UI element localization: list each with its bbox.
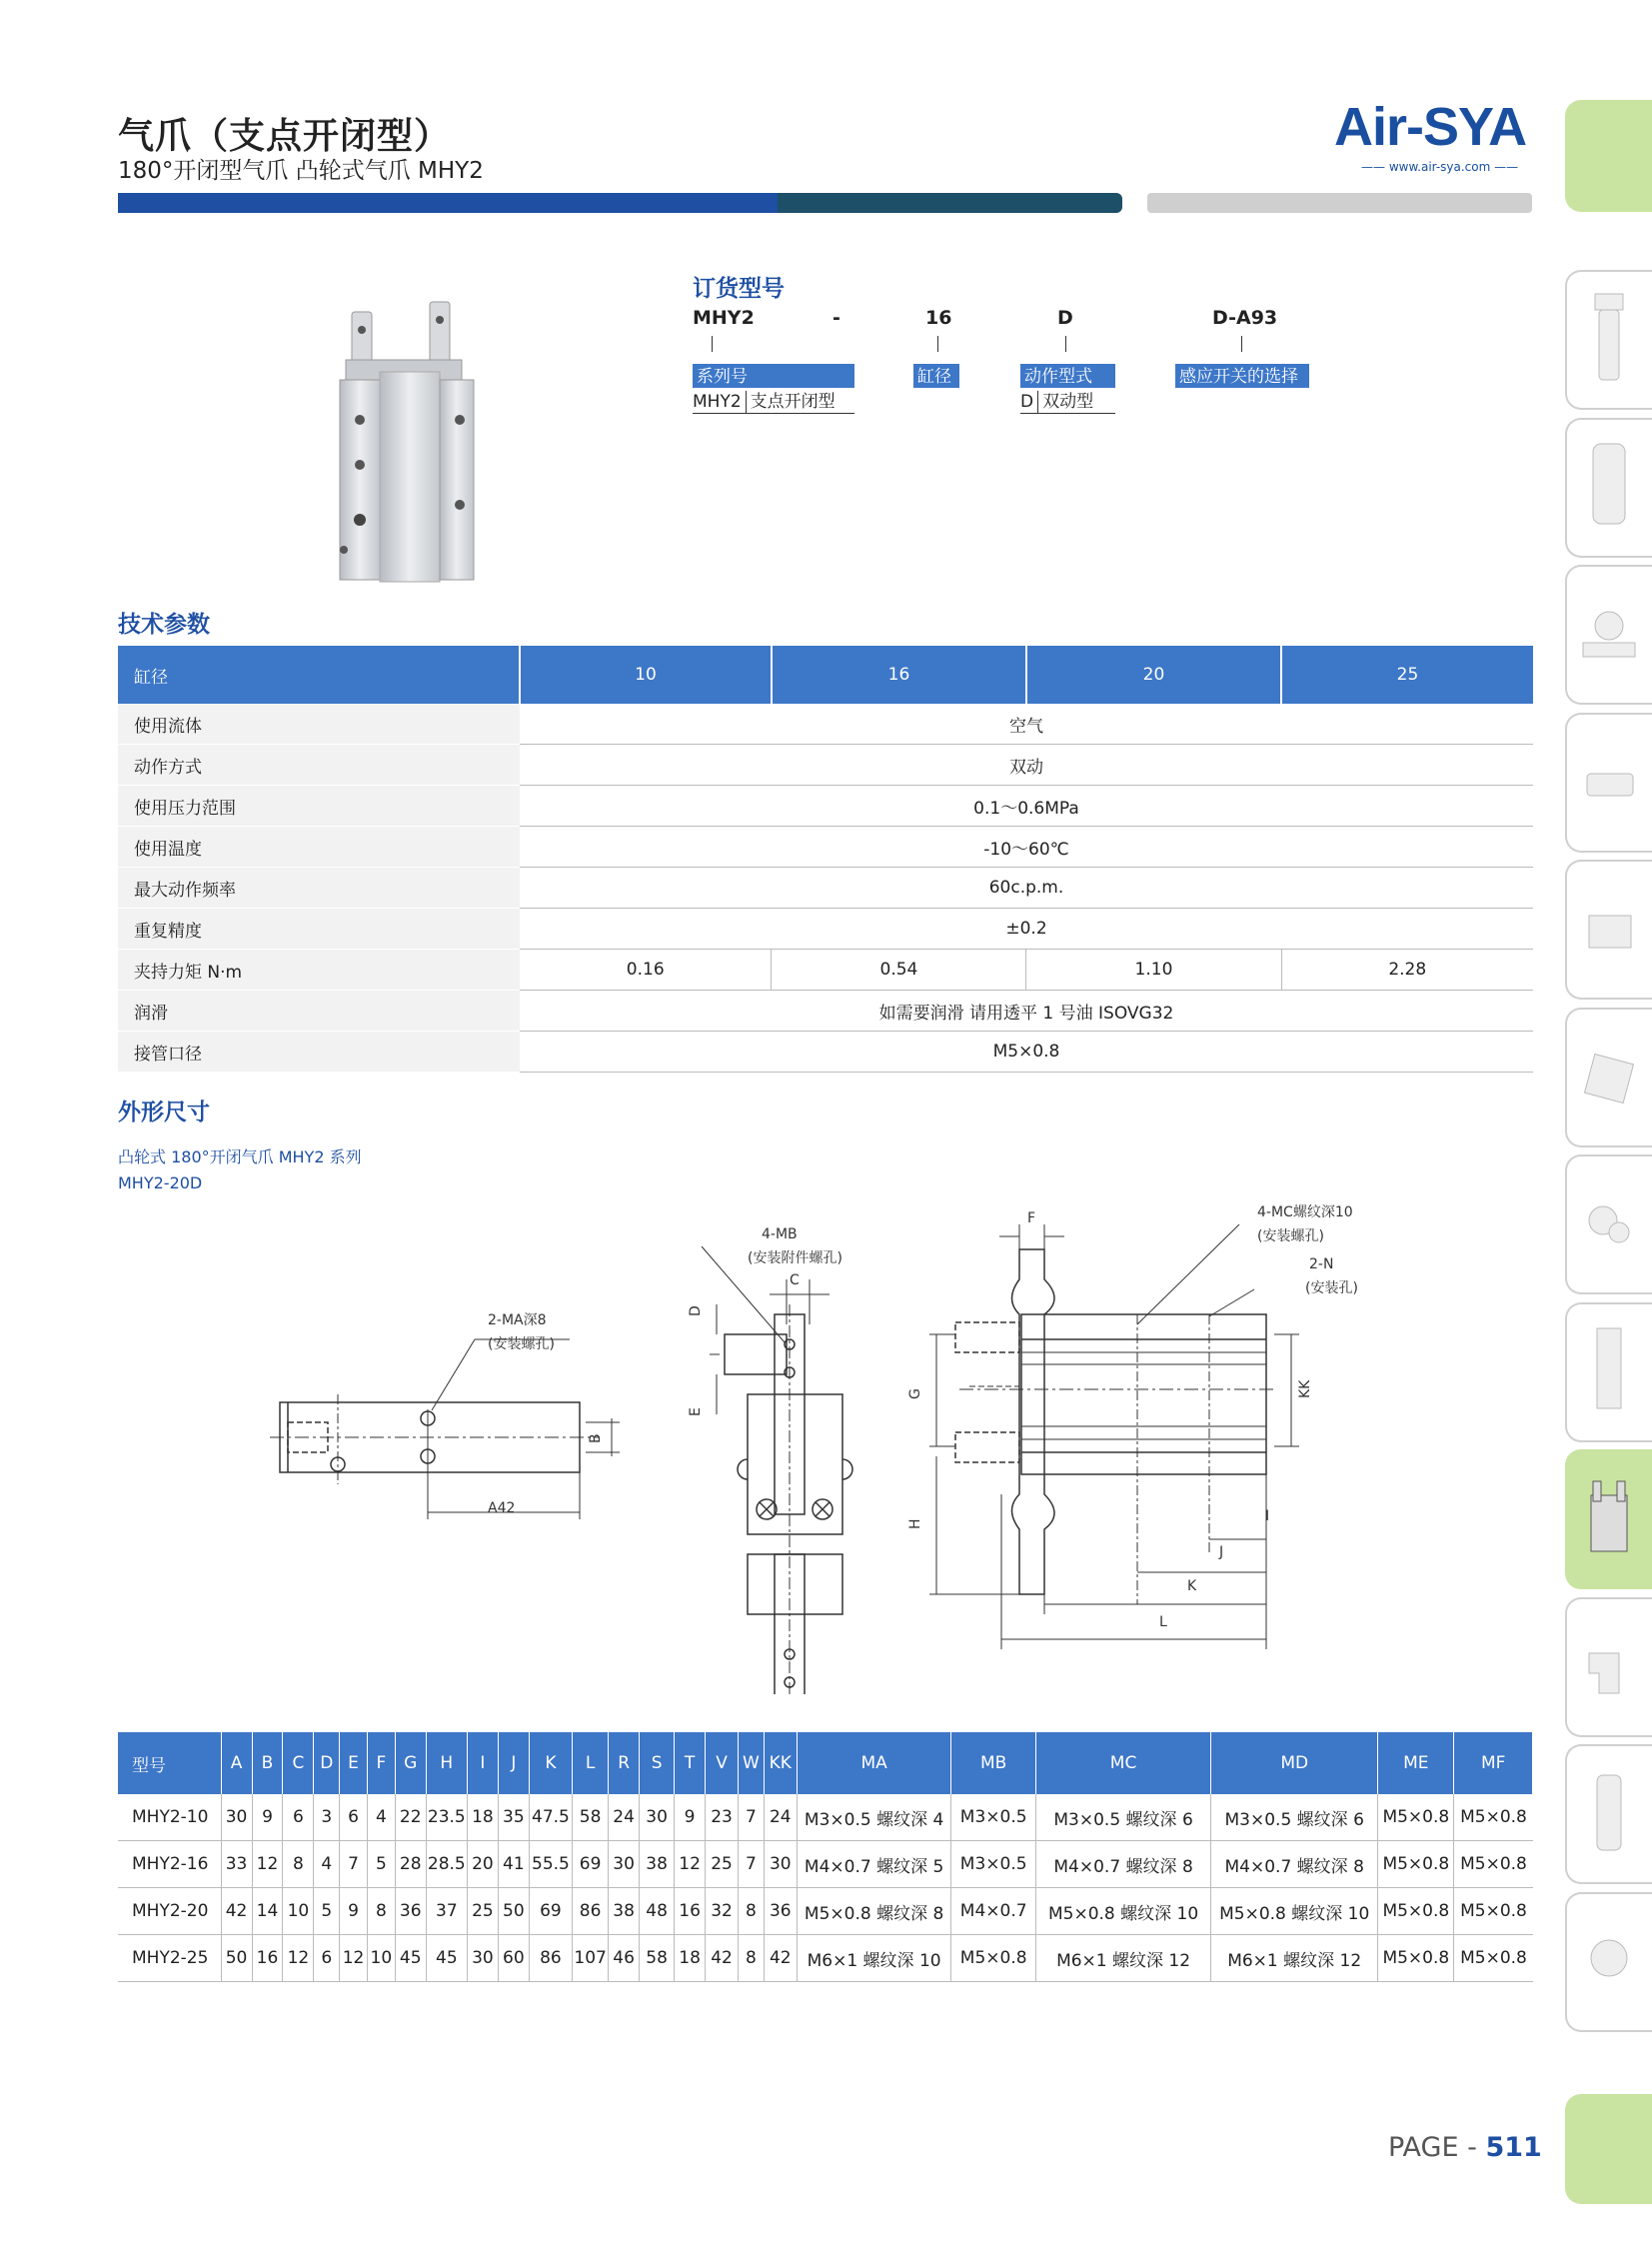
spec-label: 接管口径 — [118, 1032, 520, 1073]
dimension-cell: 41 — [498, 1841, 529, 1888]
side-tab-accessory[interactable] — [1565, 1892, 1652, 2032]
dimension-cell: 86 — [529, 1935, 572, 1982]
dimension-cell: 12 — [340, 1935, 368, 1982]
dimension-cell: 8 — [283, 1841, 314, 1888]
drawing-label-mc: 4-MC螺纹深10 — [1257, 1204, 1353, 1220]
dimension-cell: M5×0.8 螺纹深 10 — [1035, 1888, 1210, 1935]
side-tab-page[interactable] — [1565, 2094, 1652, 2204]
dimension-cell: 10 — [367, 1935, 395, 1982]
table-row — [118, 991, 1533, 1032]
dimension-cell: 36 — [764, 1888, 797, 1935]
dimension-cell: 8 — [367, 1888, 395, 1935]
solenoid-icon — [1589, 916, 1631, 948]
spec-value: M5×0.8 — [520, 1032, 1533, 1073]
dimension-cell: 16 — [675, 1888, 706, 1935]
side-tab-active[interactable] — [1565, 100, 1652, 212]
dimension-cell: 42 — [706, 1935, 739, 1982]
dimension-cell: M6×1 螺纹深 12 — [1035, 1935, 1210, 1982]
order-code-dash: - — [832, 307, 840, 329]
dimensions-header-cell: MD — [1211, 1732, 1378, 1794]
dimension-cell: 46 — [609, 1935, 640, 1982]
dimension-cell: 12 — [283, 1935, 314, 1982]
dimension-cell: 12 — [675, 1841, 706, 1888]
dimension-cell: 9 — [340, 1888, 368, 1935]
dimension-cell: M4×0.7 螺纹深 5 — [797, 1841, 951, 1888]
drawing-label-n-sub: (安装孔) — [1305, 1280, 1358, 1296]
dimension-cell: M5×0.8 螺纹深 10 — [1211, 1888, 1378, 1935]
order-label-bore: 缸径 — [913, 364, 959, 388]
dimension-cell: 24 — [609, 1794, 640, 1841]
table-row — [118, 745, 1533, 786]
dimensions-header-cell: B — [252, 1732, 283, 1794]
dimension-cell: M4×0.7 螺纹深 8 — [1035, 1841, 1210, 1888]
dimensions-title: 外形尺寸 — [118, 1100, 210, 1125]
drawing-label-ma: 2-MA深8 — [488, 1312, 547, 1328]
drawing-label-a42: A42 — [488, 1500, 516, 1516]
spec-label: 动作方式 — [118, 745, 520, 786]
page-number: PAGE - 511 — [1388, 2132, 1542, 2163]
spec-label: 重复精度 — [118, 909, 520, 950]
dimension-cell: M3×0.5 螺纹深 6 — [1211, 1794, 1378, 1841]
dimension-cell: 50 — [498, 1888, 529, 1935]
dimension-cell: M5×0.8 — [1378, 1841, 1454, 1888]
spec-value: 双动 — [520, 745, 1533, 786]
dimension-cell: 18 — [675, 1935, 706, 1982]
spec-header-cell: 缸径 — [118, 646, 520, 704]
table-row — [118, 1935, 1533, 1982]
model-cell: MHY2-10 — [118, 1794, 221, 1841]
dimension-cell: 5 — [314, 1888, 340, 1935]
side-tab-fittings[interactable] — [1565, 1154, 1652, 1294]
side-tab-gauge[interactable] — [1565, 565, 1652, 705]
drawing-label-b: B — [588, 1433, 604, 1443]
order-value-action: D 双动型 — [1020, 390, 1115, 414]
dimension-cell: 30 — [764, 1841, 797, 1888]
valve-icon — [1587, 774, 1633, 796]
order-label-switch: 感应开关的选择 — [1175, 364, 1309, 388]
drawing-label-d: D — [688, 1305, 704, 1316]
dimension-cell: 69 — [573, 1841, 609, 1888]
dimension-cell: 48 — [640, 1888, 675, 1935]
dimension-cell: M5×0.8 — [1454, 1794, 1533, 1841]
table-row — [118, 1794, 1533, 1841]
side-tab-filter-regulator[interactable] — [1565, 270, 1652, 410]
dimension-cell: 10 — [283, 1888, 314, 1935]
dimension-cell: 30 — [221, 1794, 252, 1841]
header-bar-gray — [1147, 193, 1532, 213]
drawing-label-l: L — [1159, 1614, 1167, 1630]
drawing-label-mc-sub: (安装螺孔) — [1257, 1228, 1324, 1244]
dimension-cell: 35 — [498, 1794, 529, 1841]
table-row — [118, 704, 1533, 745]
dimension-cell: 38 — [640, 1841, 675, 1888]
dimension-cell: 69 — [529, 1888, 572, 1935]
accessory-icon — [1591, 1940, 1627, 1976]
dimension-cell: 8 — [739, 1888, 765, 1935]
spec-value: 0.54 — [772, 950, 1026, 991]
dimension-cell: 23 — [706, 1794, 739, 1841]
header-bar-accent — [778, 193, 1122, 213]
dimension-cell: M5×0.8 — [1454, 1935, 1533, 1982]
spec-table — [118, 646, 1533, 1073]
brand-url: —— www.air-sya.com —— — [1361, 160, 1519, 174]
side-tab-filter[interactable] — [1565, 418, 1652, 558]
spec-value: 如需要润滑 请用透平 1 号油 ISOVG32 — [520, 991, 1533, 1032]
gauge-icon — [1595, 612, 1623, 640]
dimension-cell: M5×0.8 — [1378, 1794, 1454, 1841]
dimension-cell: 4 — [314, 1841, 340, 1888]
order-code-bore: 16 — [925, 307, 952, 329]
dimensions-header-cell: V — [706, 1732, 739, 1794]
side-tab-valve[interactable] — [1565, 713, 1652, 853]
filter-bowl-icon — [1593, 444, 1625, 524]
dimension-cell: 37 — [426, 1888, 467, 1935]
dimension-cell: 6 — [340, 1794, 368, 1841]
dimensions-header-cell: R — [609, 1732, 640, 1794]
table-row — [118, 1032, 1533, 1073]
dimensions-header-cell: G — [395, 1732, 426, 1794]
drawing-label-h: H — [907, 1518, 923, 1529]
model-cell: MHY2-25 — [118, 1935, 221, 1982]
dimension-cell: 30 — [609, 1841, 640, 1888]
drawing-label-g: G — [907, 1388, 923, 1399]
dimension-cell: 23.5 — [426, 1794, 467, 1841]
dimensions-header-cell: D — [314, 1732, 340, 1794]
table-row — [118, 827, 1533, 868]
dimension-cell: 47.5 — [529, 1794, 572, 1841]
order-code-switch: D-A93 — [1212, 307, 1278, 329]
spec-label: 最大动作频率 — [118, 868, 520, 909]
spec-label: 润滑 — [118, 991, 520, 1032]
dimensions-model: MHY2-20D — [118, 1173, 203, 1192]
order-label-series: 系列号 — [693, 364, 854, 388]
dimension-cell: 8 — [739, 1935, 765, 1982]
dimension-cell: 36 — [395, 1888, 426, 1935]
side-tab-solenoid[interactable] — [1565, 860, 1652, 1000]
dimension-cell: 32 — [706, 1888, 739, 1935]
dimension-cell: 25 — [467, 1888, 498, 1935]
spec-value: ±0.2 — [520, 909, 1533, 950]
dimension-cell: 12 — [252, 1841, 283, 1888]
technical-drawing — [270, 1194, 1379, 1694]
dimension-cell: 28.5 — [426, 1841, 467, 1888]
dimension-cell: 7 — [739, 1794, 765, 1841]
model-cell: MHY2-20 — [118, 1888, 221, 1935]
dimension-cell: M5×0.8 — [1378, 1888, 1454, 1935]
spec-header-row — [118, 646, 1533, 704]
elbow-icon — [1589, 1653, 1619, 1693]
dimensions-header-cell: C — [283, 1732, 314, 1794]
dimension-cell: M4×0.7 螺纹深 8 — [1211, 1841, 1378, 1888]
side-tab-silencer[interactable] — [1565, 1744, 1652, 1884]
dimensions-header-cell: E — [340, 1732, 368, 1794]
drawing-label-e: E — [688, 1407, 704, 1416]
dimension-cell: 45 — [426, 1935, 467, 1982]
order-label-action: 动作型式 — [1020, 364, 1115, 388]
dimension-cell: 7 — [739, 1841, 765, 1888]
dimension-cell: 7 — [340, 1841, 368, 1888]
dimension-cell: 55.5 — [529, 1841, 572, 1888]
spec-title: 技术参数 — [118, 612, 210, 638]
dimension-cell: 20 — [467, 1841, 498, 1888]
drawing-label-i: I — [1265, 1508, 1270, 1524]
dimension-cell: 28 — [395, 1841, 426, 1888]
drawing-label-c: C — [790, 1272, 800, 1288]
spec-value: -10～60℃ — [520, 827, 1533, 868]
dimension-cell: M5×0.8 — [951, 1935, 1036, 1982]
spec-value: 空气 — [520, 704, 1533, 745]
order-code-series: MHY2 — [693, 307, 755, 329]
page-subtitle: 180°开闭型气爪 凸轮式气爪 MHY2 — [118, 158, 484, 184]
dimension-cell: 107 — [573, 1935, 609, 1982]
dimension-cell: M4×0.7 — [951, 1888, 1036, 1935]
spec-header-cell: 25 — [1281, 646, 1533, 704]
dimension-cell: 14 — [252, 1888, 283, 1935]
dimension-cell: 25 — [706, 1841, 739, 1888]
dimension-cell: M3×0.5 螺纹深 6 — [1035, 1794, 1210, 1841]
spec-header-cell: 10 — [520, 646, 772, 704]
dimensions-table — [118, 1732, 1533, 1982]
dimension-cell: 42 — [221, 1888, 252, 1935]
table-row — [118, 1888, 1533, 1935]
table-row — [118, 909, 1533, 950]
silencer-icon — [1597, 1775, 1621, 1850]
dimension-cell: M5×0.8 螺纹深 8 — [797, 1888, 951, 1935]
dimension-cell: 18 — [467, 1794, 498, 1841]
dimension-cell: 16 — [252, 1935, 283, 1982]
drawing-label-ma-sub: (安装螺孔) — [488, 1336, 555, 1352]
dimensions-header-cell: 型号 — [118, 1732, 221, 1794]
table-row — [118, 786, 1533, 827]
order-value-series: MHY2 支点开闭型 — [693, 390, 854, 414]
dimensions-header-cell: KK — [764, 1732, 797, 1794]
dimensions-header-cell: H — [426, 1732, 467, 1794]
drawing-label-mb: 4-MB — [762, 1226, 798, 1242]
dimensions-header-cell: W — [739, 1732, 765, 1794]
cylinder-icon — [1597, 1328, 1621, 1408]
dimension-cell: M3×0.5 — [951, 1841, 1036, 1888]
spec-value: 2.28 — [1281, 950, 1533, 991]
product-photo — [330, 300, 500, 590]
drawing-label-j: J — [1219, 1544, 1224, 1560]
spec-header-cell: 20 — [1026, 646, 1281, 704]
dimension-cell: 5 — [367, 1841, 395, 1888]
model-cell: MHY2-16 — [118, 1841, 221, 1888]
dimensions-header-cell: J — [498, 1732, 529, 1794]
dimensions-header-cell: MC — [1035, 1732, 1210, 1794]
dimension-cell: M3×0.5 — [951, 1794, 1036, 1841]
dimension-cell: 4 — [367, 1794, 395, 1841]
order-tick — [712, 336, 713, 352]
brand-logo: Air-SYA — [1334, 97, 1527, 157]
side-view — [702, 1246, 852, 1694]
dimension-cell: 50 — [221, 1935, 252, 1982]
front-view — [929, 1224, 1299, 1649]
dimensions-header-cell: MA — [797, 1732, 951, 1794]
header-bar — [118, 193, 778, 213]
dimension-cell: 33 — [221, 1841, 252, 1888]
dimensions-header-cell: A — [221, 1732, 252, 1794]
dimension-cell: 38 — [609, 1888, 640, 1935]
dimensions-header-cell: MF — [1454, 1732, 1533, 1794]
spec-label: 使用压力范围 — [118, 786, 520, 827]
dimension-cell: 42 — [764, 1935, 797, 1982]
spec-header-cell: 16 — [772, 646, 1026, 704]
dimensions-caption: 凸轮式 180°开闭气爪 MHY2 系列 — [118, 1147, 362, 1166]
dimensions-header-cell: ME — [1378, 1732, 1454, 1794]
dimensions-header-cell: K — [529, 1732, 572, 1794]
dimension-cell: M5×0.8 — [1454, 1841, 1533, 1888]
dimension-cell: 45 — [395, 1935, 426, 1982]
dimension-cell: M6×1 螺纹深 12 — [1211, 1935, 1378, 1982]
filter-icon — [1595, 294, 1623, 310]
drawing-label-n: 2-N — [1309, 1256, 1334, 1272]
dimension-cell: 6 — [283, 1794, 314, 1841]
dimension-cell: 3 — [314, 1794, 340, 1841]
drawing-label-kk: KK — [1297, 1379, 1313, 1398]
dimension-cell: 9 — [252, 1794, 283, 1841]
spec-label: 使用流体 — [118, 704, 520, 745]
dimension-cell: 9 — [675, 1794, 706, 1841]
drawing-label-mb-sub: (安装附件螺孔) — [748, 1250, 842, 1266]
dimension-cell: 60 — [498, 1935, 529, 1982]
dimension-cell: 6 — [314, 1935, 340, 1982]
dimension-cell: M5×0.8 — [1378, 1935, 1454, 1982]
order-code-action: D — [1057, 307, 1073, 329]
spec-value: 1.10 — [1026, 950, 1281, 991]
spec-label: 夹持力矩 N·m — [118, 950, 520, 991]
dimension-cell: M5×0.8 — [1454, 1888, 1533, 1935]
dimension-cell: 22 — [395, 1794, 426, 1841]
dimensions-header-cell: MB — [951, 1732, 1036, 1794]
side-tab-actuator[interactable] — [1565, 1008, 1652, 1147]
order-tick — [1241, 336, 1242, 352]
side-tab-elbow[interactable] — [1565, 1597, 1652, 1737]
dimensions-header-cell: F — [367, 1732, 395, 1794]
side-tab-gripper-active[interactable] — [1565, 1449, 1652, 1589]
dimension-cell: M3×0.5 螺纹深 4 — [797, 1794, 951, 1841]
order-tick — [937, 336, 938, 352]
dimension-cell: 86 — [573, 1888, 609, 1935]
table-row — [118, 868, 1533, 909]
side-tab-cylinder[interactable] — [1565, 1302, 1652, 1442]
order-title: 订货型号 — [693, 276, 785, 302]
actuator-icon — [1585, 1055, 1634, 1104]
dimensions-header-cell: L — [573, 1732, 609, 1794]
drawing-label-f: F — [1027, 1210, 1036, 1226]
dimension-cell: 58 — [573, 1794, 609, 1841]
dimensions-header-row — [118, 1732, 1533, 1794]
dimension-cell: M6×1 螺纹深 10 — [797, 1935, 951, 1982]
dimensions-header-cell: T — [675, 1732, 706, 1794]
order-tick — [1065, 336, 1066, 352]
table-row — [118, 1841, 1533, 1888]
top-view — [270, 1339, 620, 1519]
dimension-cell: 58 — [640, 1935, 675, 1982]
spec-value: 60c.p.m. — [520, 868, 1533, 909]
spec-label: 使用温度 — [118, 827, 520, 868]
dimensions-header-cell: S — [640, 1732, 675, 1794]
dimensions-header-cell: I — [467, 1732, 498, 1794]
dimension-cell: 30 — [467, 1935, 498, 1982]
drawing-label-k: K — [1187, 1578, 1197, 1594]
spec-value: 0.1～0.6MPa — [520, 786, 1533, 827]
table-row — [118, 950, 1533, 991]
spec-value: 0.16 — [520, 950, 772, 991]
dimension-cell: 24 — [764, 1794, 797, 1841]
page-title: 气爪（支点开闭型） — [118, 116, 452, 157]
gripper-icon — [1591, 1495, 1627, 1551]
dimension-cell: 30 — [640, 1794, 675, 1841]
